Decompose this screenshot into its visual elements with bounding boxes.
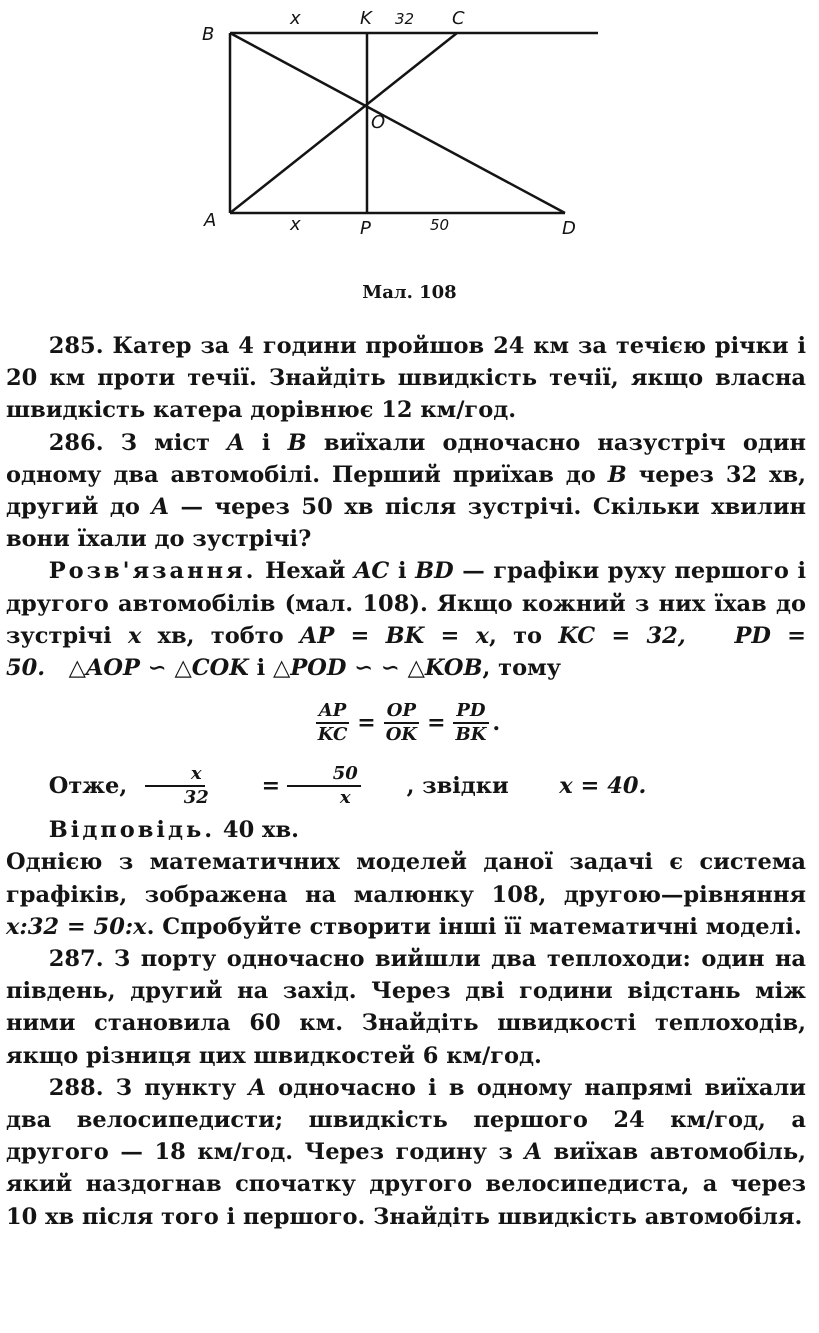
figure-caption: Мал. 108 [362,282,457,303]
math-expression: x:32 = 50:x [6,913,147,940]
denominator: x [339,787,351,809]
equals-sign: = [357,710,376,737]
text-fragment: , тому [482,655,562,682]
math-expression: KC = 32, [558,622,686,649]
text-fragment: і [244,429,288,456]
label-point-p: P [360,218,371,238]
problem-text: Катер за 4 години пройшов 24 км за течією річки і 20 км проти течії. Знайдіть швидкість течії, якщо власна швидкість катера дорівнює 12 км/год. [6,333,806,424]
remark-paragraph [6,846,806,943]
fraction [453,700,490,746]
label-point-d: D [562,218,576,238]
math-var: A [524,1139,543,1166]
solution-paragraph [6,555,806,684]
denominator: BK [455,724,487,746]
ratio-formula [6,694,806,752]
problem-285 [6,330,806,427]
fraction [287,763,361,809]
math-var: A [227,429,245,456]
problem-number: 288. [48,1074,104,1101]
line-bd [230,33,565,213]
denominator: OK [385,724,418,746]
text-fragment: виїхали одночасно назустріч один одному два автомобілі. Перший приїхав до [6,429,806,488]
text-fragment: Однією з математичних моделей даної задачі є система графіків, зображена на малюнку 108, другою—рівняння [6,849,806,908]
math-var: BD [415,558,454,585]
numerator: PD [453,700,488,724]
textbook-body [6,330,806,1233]
fraction [315,700,351,746]
text-fragment: і [248,655,274,682]
numerator: x [145,763,204,787]
label-point-o: O [371,112,386,133]
label-point-c: C [452,8,465,29]
problem-number: 286. [48,429,104,456]
formula-period: . [492,710,501,737]
text-fragment: , звідки [406,773,517,800]
text-fragment: , то [489,622,559,649]
math-expression: PD = 50. [6,622,806,682]
text-fragment: З міст [120,429,228,456]
math-expression: x = 40. [559,773,647,800]
answer-value: 40 хв. [215,817,299,844]
text-fragment: і [389,558,416,585]
text-fragment: через 32 хв, другий до [6,461,806,521]
problem-287 [6,943,806,1072]
similarity-expression: △AOP ∽ △COK [68,655,249,682]
label-bottom-50: 50 [430,216,450,234]
math-expression: AP = BK = x [299,622,490,649]
text-fragment: виїхав автомобіль, який наздогнав спочатку другого велосипедиста, а через 10 хв після того і першого. Знайдіть швидкість автомобіля. [6,1139,807,1230]
line-ac [230,33,457,213]
text-fragment: — через 50 хв після зустрічі. Скільки хвилин вони їхали до зустрічі? [6,494,806,553]
label-top-x: x [290,8,301,29]
conclusion-line [6,758,806,814]
fraction [138,763,212,809]
figure-108-diagram [190,8,610,238]
label-top-32: 32 [395,10,415,28]
numerator: AP [316,700,350,724]
text-fragment: хв, тобто [141,622,300,649]
text-fragment: Нехай [256,558,354,585]
numerator: 50 [287,763,361,787]
equals-sign: = [427,710,446,737]
label-point-b: B [202,24,215,45]
math-var: x [127,622,142,649]
label-point-k: K [360,8,372,29]
denominator: 32 [183,787,209,809]
math-var: AC [353,558,390,585]
similarity-expression: △POD ∽ ∽ △KOB [273,655,483,682]
label-point-a: A [204,210,217,231]
text-fragment: . Спробуйте створити інші її математичні моделі. [146,913,802,940]
answer-label: Відповідь. [48,817,216,844]
problem-text: З порту одночасно вийшли два теплоходи: один на південь, другий на захід. Через дві години відстань між ними становила 60 км. Знайдіть швидкості теплоходів, якщо різниця цих швидкостей 6 км/год. [6,946,807,1069]
math-var: A [248,1074,266,1101]
problem-number: 287. [48,946,104,973]
text-fragment: одночасно і в одному напрямі виїхали два велосипедисти; швидкість першого 24 км/год, а другого — 18 км/год. Через годину з [6,1074,806,1166]
problem-288 [6,1072,806,1233]
numerator: OP [384,700,419,724]
text-fragment: З пункту [115,1074,249,1101]
label-bottom-x: x [290,214,301,235]
text-fragment: Отже, [48,773,135,800]
equals-sign: = [261,773,280,800]
math-var: B [287,429,307,456]
text-fragment: — графіки руху першого і другого автомобілів (мал. 108). Якщо кожний з них їхав до зустрічі [6,558,806,649]
solution-label: Розв'язання. [48,558,257,585]
problem-286 [6,427,806,556]
denominator: KC [317,724,348,746]
problem-number: 285. [48,333,104,359]
fraction [383,700,420,746]
math-var: A [151,494,169,521]
math-var: B [607,461,627,488]
answer-line [6,814,806,846]
